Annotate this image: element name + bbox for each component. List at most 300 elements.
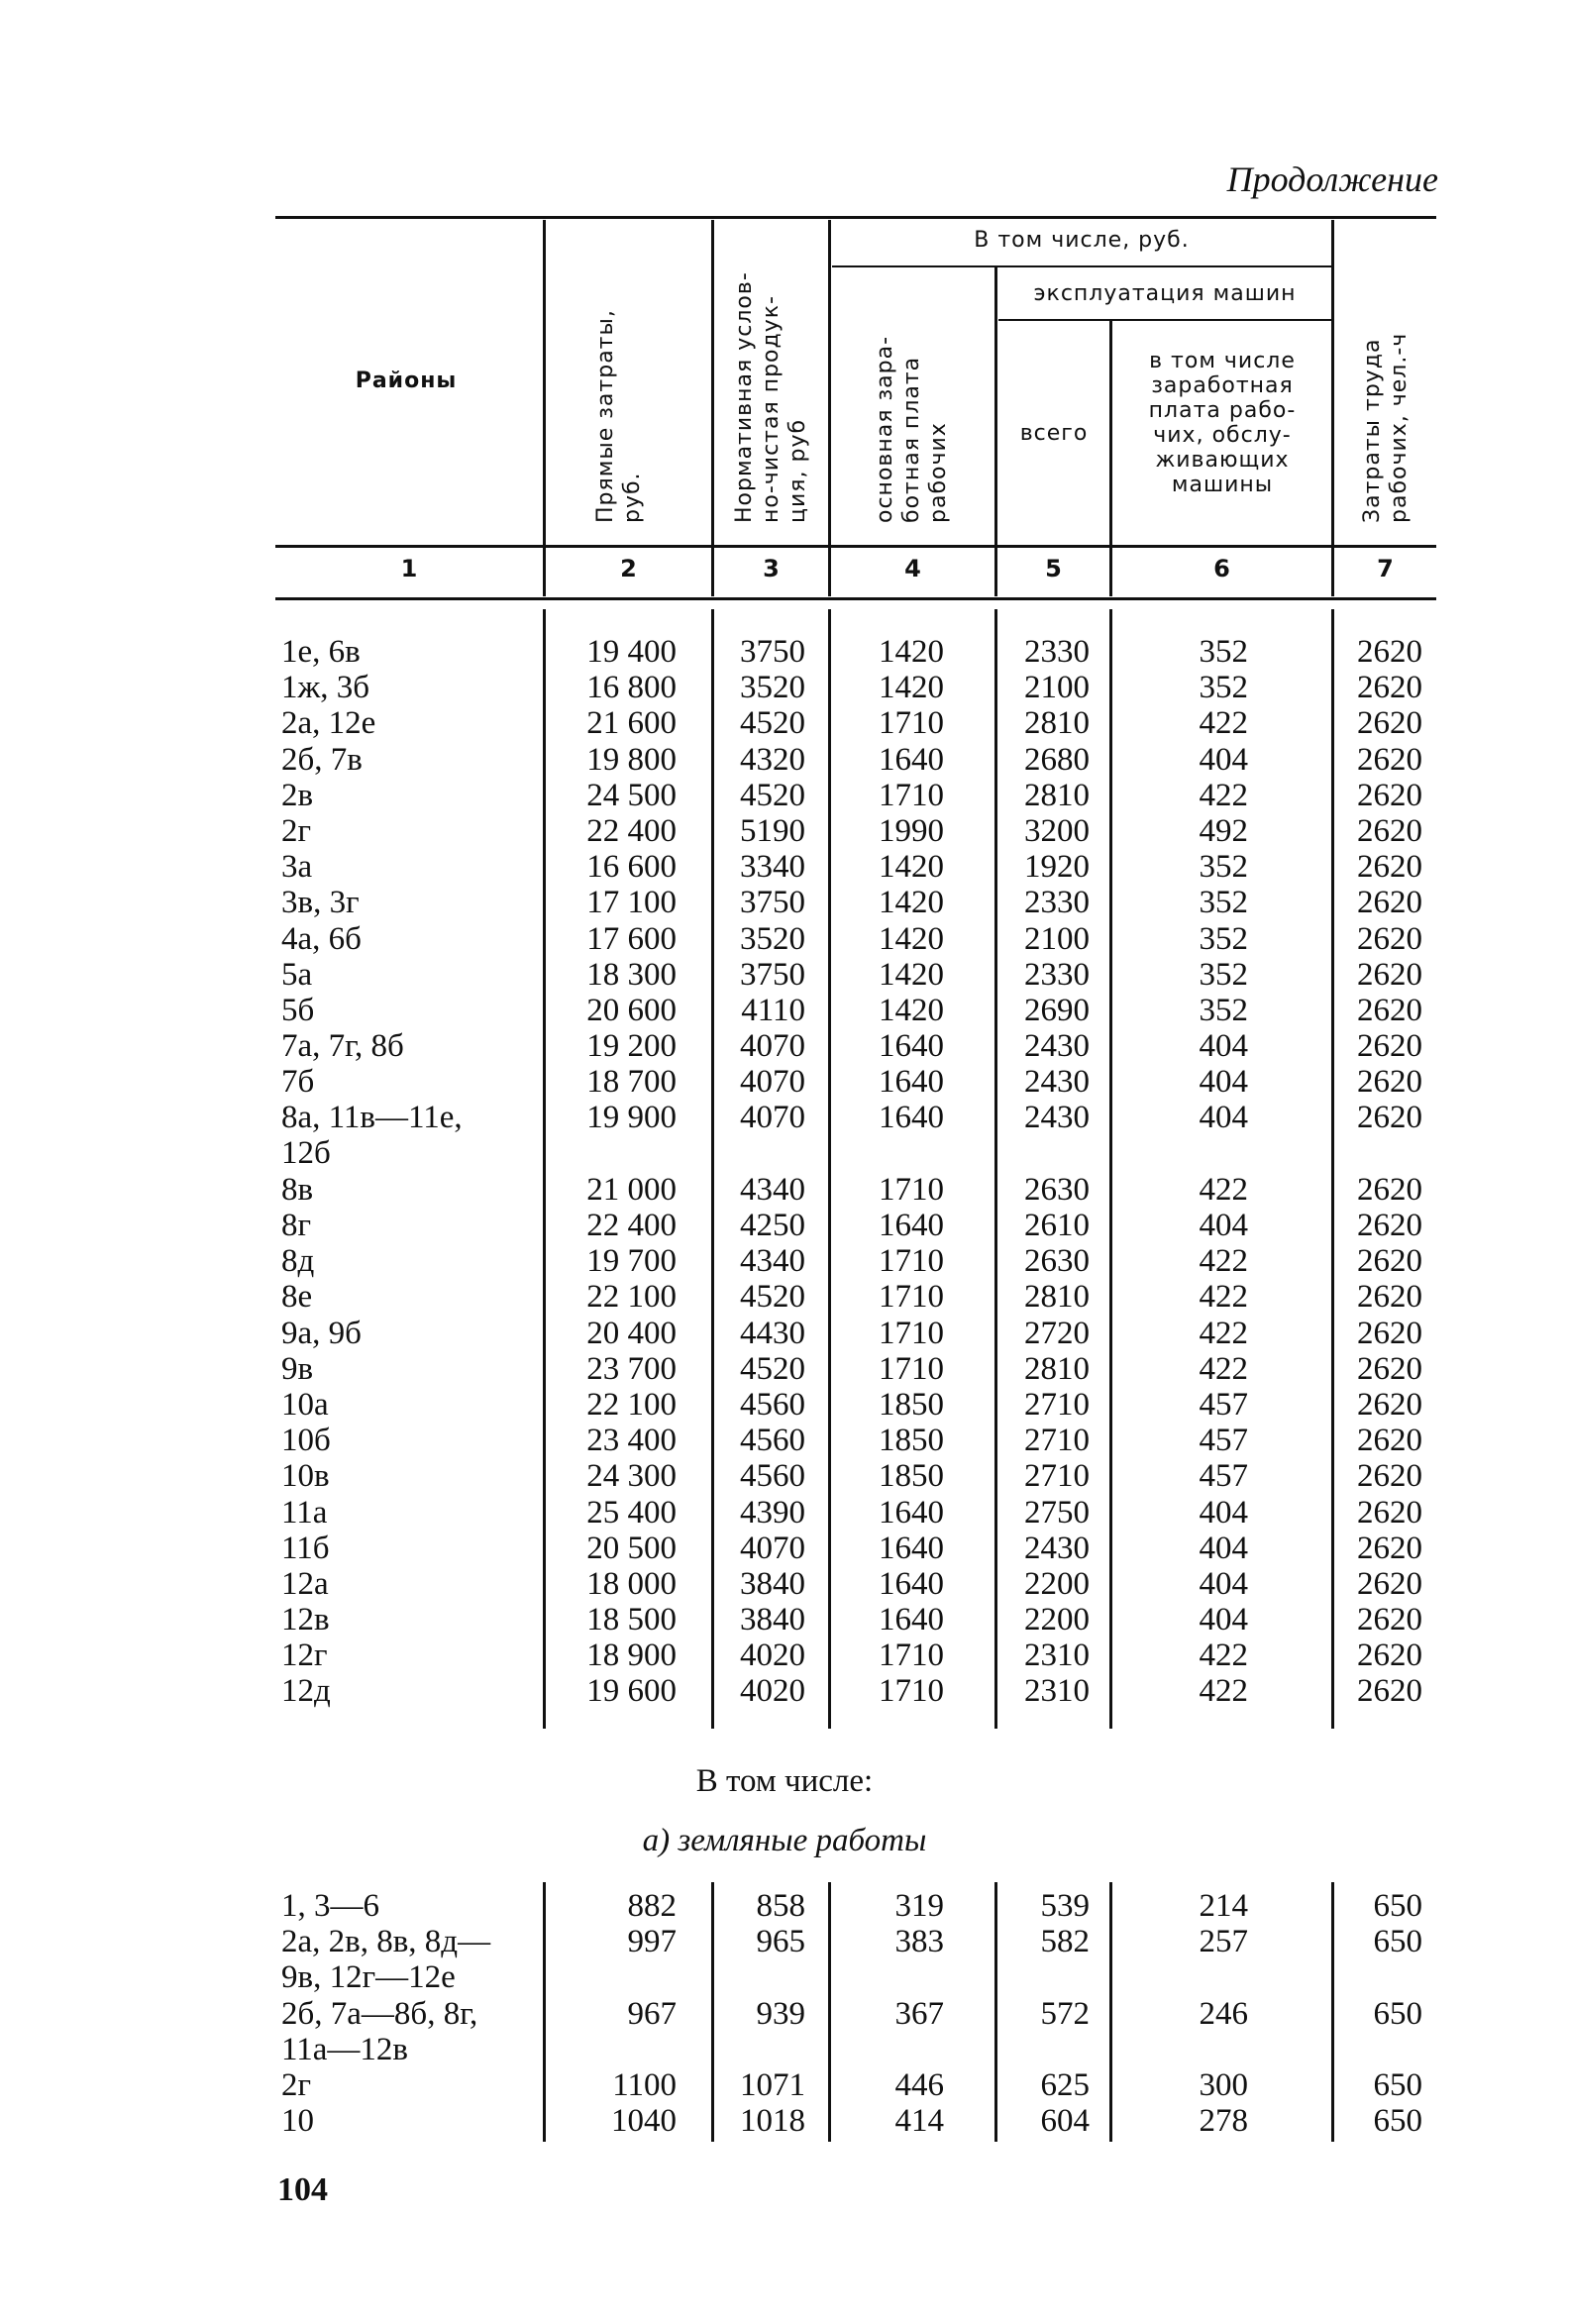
value-cell: 4560 (740, 1386, 805, 1423)
value-cell: 19 600 (586, 1673, 677, 1710)
machine-total-header: всего (1019, 421, 1089, 446)
value-cell: 1710 (879, 1673, 944, 1710)
value-cell: 2620 (1357, 1171, 1422, 1208)
value-cell: 4250 (740, 1208, 805, 1244)
value-cell: 1420 (879, 670, 944, 706)
value-cell: 2620 (1357, 1494, 1422, 1531)
value-cell: 939 (756, 1995, 805, 2032)
district-cell: 10 (281, 2103, 314, 2140)
table-row (275, 1888, 1434, 1924)
district-cell: 10б (281, 1423, 331, 1459)
value-cell: 2620 (1357, 1028, 1422, 1065)
value-cell: 20 600 (586, 992, 677, 1028)
value-cell: 4520 (740, 1350, 805, 1387)
table-row (275, 957, 1434, 993)
table-row (275, 1100, 1434, 1171)
value-cell: 1710 (879, 1350, 944, 1387)
value-cell: 446 (894, 2066, 944, 2103)
value-cell: 2100 (1024, 670, 1090, 706)
value-cell: 650 (1373, 1995, 1422, 2032)
district-cell: 3в, 3г (281, 885, 360, 921)
table-row (275, 742, 1434, 778)
value-cell: 492 (1199, 812, 1248, 849)
value-cell: 404 (1199, 1208, 1248, 1244)
district-cell: 8г (281, 1208, 312, 1244)
value-cell: 2620 (1357, 1637, 1422, 1674)
district-cell: 1е, 6в (281, 634, 361, 670)
value-cell: 2810 (1024, 777, 1090, 813)
value-cell: 2620 (1357, 777, 1422, 813)
direct-costs-header: Прямые затраты, руб. (593, 309, 645, 523)
value-cell: 24 300 (586, 1458, 677, 1495)
value-cell: 967 (627, 1995, 677, 2032)
value-cell: 1710 (879, 1171, 944, 1208)
district-cell: 12д (281, 1673, 331, 1710)
table-row (275, 778, 1434, 813)
district-cell: 8в (281, 1171, 314, 1208)
value-cell: 404 (1199, 1100, 1248, 1136)
value-cell: 3750 (740, 634, 805, 670)
header-bottom-rule (275, 545, 1436, 548)
district-cell: 5а (281, 956, 313, 993)
value-cell: 2810 (1024, 1279, 1090, 1316)
value-cell: 2620 (1357, 992, 1422, 1028)
value-cell: 2200 (1024, 1565, 1090, 1602)
value-cell: 2620 (1357, 741, 1422, 778)
value-cell: 3840 (740, 1602, 805, 1638)
district-cell: 11б (281, 1530, 330, 1566)
value-cell: 1640 (879, 1028, 944, 1065)
value-cell: 1990 (879, 812, 944, 849)
value-cell: 352 (1199, 956, 1248, 993)
district-cell: 8е (281, 1279, 313, 1316)
normative-output-header: Нормативная услов- но-чистая продук- ция, руб (732, 271, 810, 523)
labor-costs-header: Затраты труда рабочих, чел.-ч (1360, 332, 1412, 523)
value-cell: 2620 (1357, 1458, 1422, 1495)
including-heading: В том числе: (695, 1763, 874, 1799)
table-row (275, 1673, 1434, 1709)
value-cell: 414 (894, 2103, 944, 2140)
col-divider-6 (1331, 220, 1334, 596)
value-cell: 2620 (1357, 1602, 1422, 1638)
value-cell: 19 200 (586, 1028, 677, 1065)
value-cell: 1420 (879, 634, 944, 670)
col-num-2: 2 (620, 555, 637, 582)
table-row (275, 2103, 1434, 2139)
value-cell: 422 (1199, 1637, 1248, 1674)
table-row (275, 705, 1434, 741)
value-cell: 4340 (740, 1171, 805, 1208)
value-cell: 22 100 (586, 1386, 677, 1423)
value-cell: 650 (1373, 2066, 1422, 2103)
district-cell: 2г (281, 812, 312, 849)
value-cell: 2620 (1357, 705, 1422, 742)
value-cell: 22 400 (586, 1208, 677, 1244)
value-cell: 422 (1199, 1243, 1248, 1280)
value-cell: 1420 (879, 956, 944, 993)
col-divider-2 (711, 220, 714, 596)
main-table-body (275, 634, 1434, 1710)
value-cell: 2620 (1357, 1350, 1422, 1387)
col-num-6: 6 (1213, 555, 1230, 582)
table-row (275, 1458, 1434, 1494)
value-cell: 4320 (740, 741, 805, 778)
col-num-3: 3 (763, 555, 780, 582)
value-cell: 404 (1199, 1494, 1248, 1531)
value-cell: 18 900 (586, 1637, 677, 1674)
value-cell: 4070 (740, 1530, 805, 1566)
table-row (275, 1996, 1434, 2067)
value-cell: 404 (1199, 1602, 1248, 1638)
value-cell: 882 (627, 1888, 677, 1924)
col-num-1: 1 (400, 555, 418, 582)
value-cell: 2620 (1357, 1673, 1422, 1710)
value-cell: 1640 (879, 1494, 944, 1531)
value-cell: 404 (1199, 1530, 1248, 1566)
value-cell: 422 (1199, 777, 1248, 813)
value-cell: 18 300 (586, 956, 677, 993)
district-cell: 12а (281, 1565, 329, 1602)
district-cell: 2а, 12е (281, 705, 376, 742)
table-row (275, 1028, 1434, 1064)
value-cell: 5190 (740, 812, 805, 849)
table-row (275, 1172, 1434, 1208)
district-cell: 2б, 7в (281, 741, 363, 778)
machine-operation-header: эксплуатация машин (1033, 281, 1297, 306)
value-cell: 650 (1373, 2103, 1422, 2140)
table-row (275, 1495, 1434, 1531)
col-divider-3 (828, 220, 831, 596)
including-rub-header: В том числе, руб. (974, 228, 1190, 253)
value-cell: 1040 (611, 2103, 677, 2140)
value-cell: 1420 (879, 992, 944, 1028)
value-cell: 3200 (1024, 812, 1090, 849)
district-cell: 12в (281, 1602, 330, 1638)
value-cell: 1018 (740, 2103, 805, 2140)
value-cell: 23 700 (586, 1350, 677, 1387)
value-cell: 1100 (612, 2066, 677, 2103)
col-divider-1 (543, 220, 546, 596)
district-cell: 2в (281, 777, 314, 813)
value-cell: 25 400 (586, 1494, 677, 1531)
value-cell: 3840 (740, 1565, 805, 1602)
table-row (275, 1423, 1434, 1458)
value-cell: 1640 (879, 1602, 944, 1638)
value-cell: 2330 (1024, 885, 1090, 921)
value-cell: 18 700 (586, 1064, 677, 1101)
table-row (275, 1531, 1434, 1566)
value-cell: 2630 (1024, 1243, 1090, 1280)
districts-header: Районы (355, 369, 458, 393)
table-row (275, 813, 1434, 849)
value-cell: 2330 (1024, 634, 1090, 670)
district-cell: 2а, 2в, 8в, 8д— 9в, 12г—12е (281, 1924, 491, 1996)
value-cell: 1420 (879, 849, 944, 886)
value-cell: 18 000 (586, 1565, 677, 1602)
value-cell: 1920 (1024, 849, 1090, 886)
value-cell: 650 (1373, 1924, 1422, 1960)
value-cell: 404 (1199, 1028, 1248, 1065)
value-cell: 16 600 (586, 849, 677, 886)
value-cell: 1710 (879, 777, 944, 813)
value-cell: 422 (1199, 1673, 1248, 1710)
value-cell: 4070 (740, 1028, 805, 1065)
value-cell: 2100 (1024, 920, 1090, 957)
continuation-label: Продолжение (1226, 159, 1438, 199)
district-cell: 2б, 7а—8б, 8г, 11а—12в (281, 1995, 478, 2067)
value-cell: 3340 (740, 849, 805, 886)
value-cell: 1640 (879, 1530, 944, 1566)
value-cell: 257 (1199, 1924, 1248, 1960)
table-row (275, 1316, 1434, 1351)
table-row (275, 1351, 1434, 1387)
value-cell: 4020 (740, 1637, 805, 1674)
value-cell: 1710 (879, 1637, 944, 1674)
value-cell: 572 (1040, 1995, 1090, 2032)
value-cell: 20 500 (586, 1530, 677, 1566)
base-wage-header: основная зара- ботная плата рабочих (873, 335, 951, 523)
value-cell: 18 500 (586, 1602, 677, 1638)
district-cell: 7а, 7г, 8б (281, 1028, 404, 1065)
table-row (275, 1064, 1434, 1100)
district-cell: 10в (281, 1458, 330, 1495)
value-cell: 1071 (740, 2066, 805, 2103)
value-cell: 422 (1199, 1350, 1248, 1387)
col-num-7: 7 (1377, 555, 1394, 582)
value-cell: 2620 (1357, 1530, 1422, 1566)
table-row (275, 1279, 1434, 1315)
value-cell: 422 (1199, 1171, 1248, 1208)
value-cell: 1710 (879, 705, 944, 742)
value-cell: 1640 (879, 1208, 944, 1244)
value-cell: 3520 (740, 920, 805, 957)
value-cell: 1710 (879, 1315, 944, 1351)
value-cell: 3520 (740, 670, 805, 706)
value-cell: 2690 (1024, 992, 1090, 1028)
value-cell: 22 400 (586, 812, 677, 849)
value-cell: 352 (1199, 920, 1248, 957)
value-cell: 17 100 (586, 885, 677, 921)
value-cell: 1850 (879, 1386, 944, 1423)
value-cell: 2710 (1024, 1458, 1090, 1495)
machine-wage-header: в том числе заработная плата рабо- чих, обслу- живающих машины (1148, 349, 1297, 497)
value-cell: 625 (1040, 2066, 1090, 2103)
district-cell: 3а (281, 849, 313, 886)
value-cell: 300 (1199, 2066, 1248, 2103)
value-cell: 650 (1373, 1888, 1422, 1924)
value-cell: 2710 (1024, 1386, 1090, 1423)
value-cell: 1710 (879, 1279, 944, 1316)
value-cell: 2680 (1024, 741, 1090, 778)
value-cell: 2620 (1357, 634, 1422, 670)
value-cell: 404 (1199, 1064, 1248, 1101)
table-row (275, 921, 1434, 957)
earthworks-heading: а) земляные работы (642, 1823, 927, 1858)
district-cell: 1, 3—6 (281, 1888, 379, 1924)
value-cell: 4110 (741, 992, 805, 1028)
table-row (275, 1243, 1434, 1279)
district-cell: 10а (281, 1386, 329, 1423)
table-row (275, 849, 1434, 885)
district-cell: 1ж, 3б (281, 670, 370, 706)
value-cell: 1420 (879, 885, 944, 921)
value-cell: 352 (1199, 849, 1248, 886)
table-row (275, 1387, 1434, 1423)
value-cell: 4520 (740, 1279, 805, 1316)
table-row (275, 885, 1434, 920)
value-cell: 4520 (740, 777, 805, 813)
value-cell: 2620 (1357, 1064, 1422, 1101)
table-row (275, 1637, 1434, 1673)
value-cell: 3750 (740, 956, 805, 993)
value-cell: 2620 (1357, 812, 1422, 849)
earthworks-table-body (275, 1888, 1434, 2139)
district-cell: 8а, 11в—11е, 12б (281, 1100, 463, 1172)
value-cell: 17 600 (586, 920, 677, 957)
value-cell: 2200 (1024, 1602, 1090, 1638)
value-cell: 539 (1040, 1888, 1090, 1924)
value-cell: 2430 (1024, 1064, 1090, 1101)
colnum-bottom-rule (275, 597, 1436, 600)
value-cell: 858 (756, 1888, 805, 1924)
district-cell: 5б (281, 992, 315, 1028)
value-cell: 1710 (879, 1243, 944, 1280)
value-cell: 21 600 (586, 705, 677, 742)
district-cell: 8д (281, 1243, 315, 1280)
district-cell: 9в (281, 1350, 314, 1387)
value-cell: 2310 (1024, 1673, 1090, 1710)
value-cell: 2620 (1357, 885, 1422, 921)
value-cell: 4070 (740, 1100, 805, 1136)
value-cell: 2710 (1024, 1423, 1090, 1459)
value-cell: 1640 (879, 1064, 944, 1101)
table-row (275, 670, 1434, 705)
value-cell: 4390 (740, 1494, 805, 1531)
value-cell: 2620 (1357, 956, 1422, 993)
value-cell: 24 500 (586, 777, 677, 813)
value-cell: 2750 (1024, 1494, 1090, 1531)
value-cell: 4560 (740, 1458, 805, 1495)
value-cell: 604 (1040, 2103, 1090, 2140)
value-cell: 2620 (1357, 1386, 1422, 1423)
value-cell: 404 (1199, 741, 1248, 778)
value-cell: 965 (756, 1924, 805, 1960)
value-cell: 1850 (879, 1423, 944, 1459)
value-cell: 4430 (740, 1315, 805, 1351)
value-cell: 2620 (1357, 1208, 1422, 1244)
value-cell: 19 400 (586, 634, 677, 670)
value-cell: 19 900 (586, 1100, 677, 1136)
district-cell: 7б (281, 1064, 315, 1101)
value-cell: 997 (627, 1924, 677, 1960)
value-cell: 2630 (1024, 1171, 1090, 1208)
value-cell: 2610 (1024, 1208, 1090, 1244)
value-cell: 19 700 (586, 1243, 677, 1280)
value-cell: 2430 (1024, 1100, 1090, 1136)
value-cell: 367 (894, 1995, 944, 2032)
col-divider-4 (994, 267, 997, 596)
table-row (275, 1924, 1434, 1995)
district-cell: 4а, 6б (281, 920, 362, 957)
value-cell: 3750 (740, 885, 805, 921)
value-cell: 2310 (1024, 1637, 1090, 1674)
value-cell: 2620 (1357, 1243, 1422, 1280)
value-cell: 582 (1040, 1924, 1090, 1960)
value-cell: 19 800 (586, 741, 677, 778)
table-row (275, 1208, 1434, 1243)
value-cell: 246 (1199, 1995, 1248, 2032)
table-row (275, 634, 1434, 670)
value-cell: 20 400 (586, 1315, 677, 1351)
value-cell: 2620 (1357, 1100, 1422, 1136)
value-cell: 2430 (1024, 1028, 1090, 1065)
value-cell: 457 (1199, 1423, 1248, 1459)
value-cell: 278 (1199, 2103, 1248, 2140)
col-num-5: 5 (1045, 555, 1062, 582)
page-number: 104 (277, 2171, 328, 2208)
table-row (275, 2067, 1434, 2103)
value-cell: 22 100 (586, 1279, 677, 1316)
value-cell: 352 (1199, 634, 1248, 670)
header-top-rule (275, 216, 1436, 219)
value-cell: 2620 (1357, 920, 1422, 957)
value-cell: 422 (1199, 1279, 1248, 1316)
value-cell: 4560 (740, 1423, 805, 1459)
value-cell: 457 (1199, 1458, 1248, 1495)
value-cell: 23 400 (586, 1423, 677, 1459)
value-cell: 4340 (740, 1243, 805, 1280)
col-num-4: 4 (904, 555, 921, 582)
value-cell: 2810 (1024, 705, 1090, 742)
value-cell: 422 (1199, 1315, 1248, 1351)
value-cell: 21 000 (586, 1171, 677, 1208)
value-cell: 319 (894, 1888, 944, 1924)
value-cell: 16 800 (586, 670, 677, 706)
value-cell: 1640 (879, 1100, 944, 1136)
value-cell: 2330 (1024, 956, 1090, 993)
incl-rule (832, 265, 1331, 267)
value-cell: 2620 (1357, 1315, 1422, 1351)
value-cell: 383 (894, 1924, 944, 1960)
district-cell: 11а (281, 1494, 328, 1531)
value-cell: 2620 (1357, 1423, 1422, 1459)
value-cell: 2620 (1357, 1279, 1422, 1316)
value-cell: 214 (1199, 1888, 1248, 1924)
value-cell: 422 (1199, 705, 1248, 742)
value-cell: 352 (1199, 992, 1248, 1028)
table-row (275, 1602, 1434, 1637)
value-cell: 2430 (1024, 1530, 1090, 1566)
value-cell: 1640 (879, 741, 944, 778)
district-cell: 9а, 9б (281, 1315, 362, 1351)
value-cell: 1850 (879, 1458, 944, 1495)
value-cell: 352 (1199, 670, 1248, 706)
value-cell: 1640 (879, 1565, 944, 1602)
value-cell: 352 (1199, 885, 1248, 921)
value-cell: 4520 (740, 705, 805, 742)
district-cell: 2г (281, 2066, 312, 2103)
value-cell: 2620 (1357, 1565, 1422, 1602)
value-cell: 2810 (1024, 1350, 1090, 1387)
value-cell: 2620 (1357, 670, 1422, 706)
value-cell: 404 (1199, 1565, 1248, 1602)
value-cell: 2720 (1024, 1315, 1090, 1351)
value-cell: 2620 (1357, 849, 1422, 886)
district-cell: 12г (281, 1637, 328, 1674)
table-row (275, 1566, 1434, 1602)
machine-rule (998, 319, 1331, 321)
value-cell: 4070 (740, 1064, 805, 1101)
